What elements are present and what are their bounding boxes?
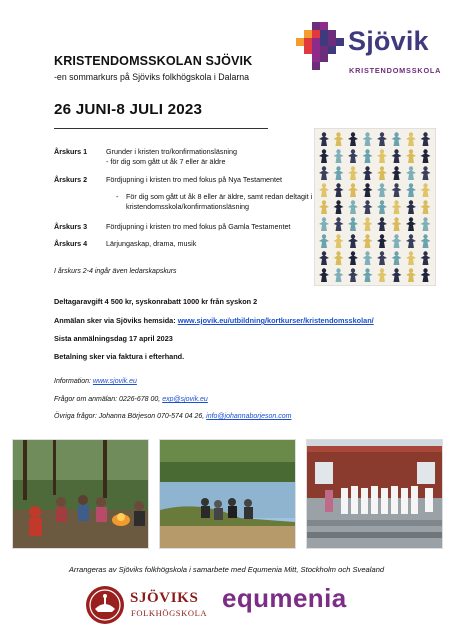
fee-text: Deltagaravgift 4 500 kr, syskonrabatt 1000 kr från syskon 2 bbox=[54, 297, 258, 306]
deadline-text: Sista anmälningsdag 17 april 2023 bbox=[54, 334, 173, 343]
course-year-1 bbox=[54, 147, 314, 167]
page-subtitle: -en sommarkurs på Sjöviks folkhögskola i Dalarna bbox=[54, 72, 250, 82]
sjoviks-seal-icon bbox=[85, 585, 125, 625]
logo-wordmark: Sjövik bbox=[348, 26, 429, 56]
ceremony-photo bbox=[306, 439, 443, 549]
course-requirement: - För dig som gått ut åk 8 eller är äldre, samt redan deltagit i kristendomsskola/konfirmationsläsning bbox=[116, 192, 316, 211]
sjoviks-logo-sub: FOLKHÖGSKOLA bbox=[131, 608, 208, 618]
course-description: Lärjungaskap, drama, musik bbox=[106, 239, 197, 248]
organizer-credit: Arrangeras av Sjöviks folkhögskola i samarbete med Equmenia Mitt, Stockholm och Svealand bbox=[68, 565, 385, 574]
other-questions-line: Övriga frågor: Johanna Börjeson 070-574 04 26, info@johannaborjeson.com bbox=[54, 413, 292, 420]
course-dates: 26 JUNI-8 JULI 2023 bbox=[54, 101, 203, 118]
course-description: Fördjupning i kristen tro med fokus på Gamla Testamentet bbox=[106, 222, 291, 231]
website-link[interactable]: www.sjovik.eu bbox=[92, 378, 137, 385]
logo-subtitle: KRISTENDOMSSKOLA bbox=[349, 66, 442, 75]
lake-photo bbox=[159, 439, 296, 549]
course-year-4 bbox=[54, 239, 314, 251]
course-description: Fördjupning i kristen tro med fokus på Nya Testamentet bbox=[106, 175, 283, 184]
page-title: KRISTENDOMSSKOLAN SJÖVIK bbox=[54, 54, 253, 68]
course-year-3 bbox=[54, 222, 314, 234]
leadership-note: I årskurs 2-4 ingår även ledarskapskurs bbox=[54, 268, 177, 275]
campfire-photo bbox=[12, 439, 149, 549]
course-year-2 bbox=[54, 175, 314, 215]
course-label: Årskurs 1 bbox=[54, 147, 88, 156]
sjovik-logo bbox=[296, 22, 446, 82]
sjoviks-logo-word: SJÖVIKS bbox=[130, 590, 199, 606]
course-label: Årskurs 4 bbox=[54, 239, 88, 248]
divider bbox=[54, 128, 268, 129]
course-label: Årskurs 2 bbox=[54, 175, 88, 184]
equmenia-logo: equmenia bbox=[222, 583, 347, 613]
registration-questions-line: Frågor om anmälan: 0226-678 00, exp@sjovik.eu bbox=[54, 396, 208, 403]
exp-email-link[interactable]: exp@sjovik.eu bbox=[162, 396, 208, 403]
angel-figurines-photo bbox=[314, 128, 436, 286]
payment-text: Betalning sker via faktura i efterhand. bbox=[54, 352, 185, 361]
course-label: Årskurs 3 bbox=[54, 222, 88, 231]
johanna-email-link[interactable]: info@johannaborjeson.com bbox=[206, 413, 292, 420]
signup-line bbox=[54, 316, 374, 325]
signup-link[interactable]: www.sjovik.eu/utbildning/kortkurser/kristendomsskolan/ bbox=[177, 316, 374, 325]
logo-cross-mark bbox=[296, 22, 344, 70]
signup-label: Anmälan sker via Sjöviks hemsida: bbox=[54, 316, 178, 325]
info-line: Information: www.sjovik.eu bbox=[54, 378, 137, 385]
course-description: Grunder i kristen tro/konfirmationsläsning - för dig som gått ut åk 7 eller är äldre bbox=[106, 147, 238, 166]
